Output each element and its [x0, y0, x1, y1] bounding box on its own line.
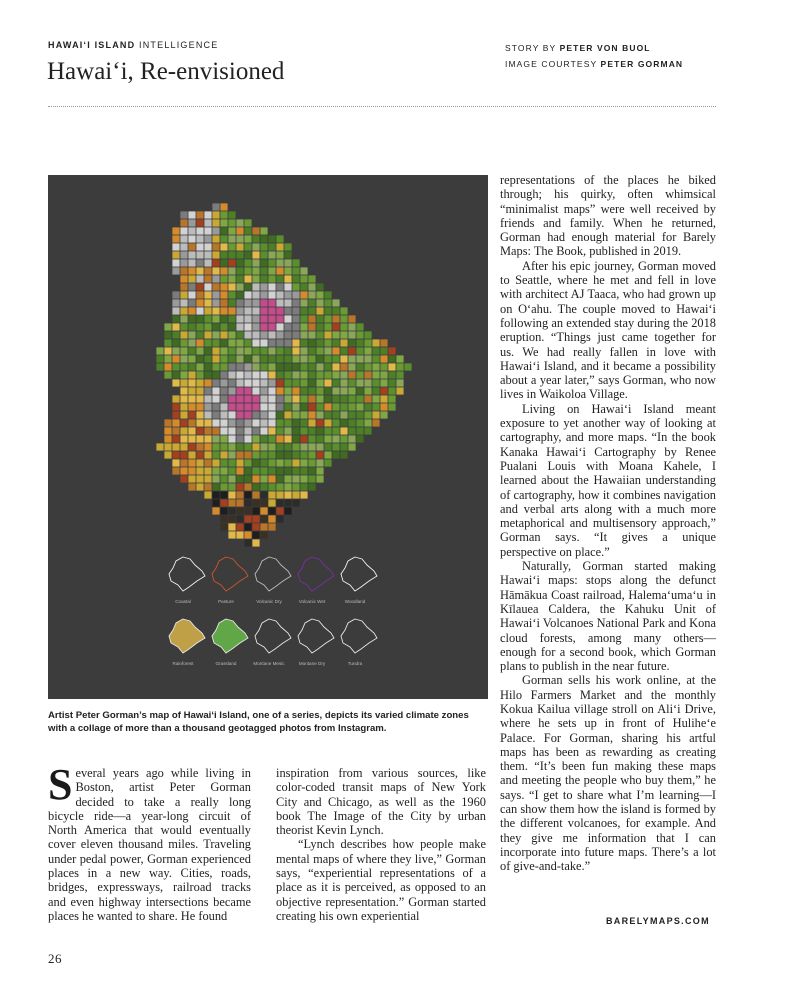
page-title: Hawai‘i, Re-envisioned — [47, 58, 285, 85]
climate-legend — [169, 557, 377, 666]
paragraph-3: “Lynch describes how people make mental maps of where they live,” Gorman says, “experiential representations of a place as it is perceived, as opposed to an objective representation.” Gorman started creating his own experiential — [276, 837, 486, 923]
section-kicker-bold: HAWAI‘I ISLAND — [48, 40, 136, 50]
article-column-1 — [48, 760, 251, 923]
island-map-figure — [48, 175, 488, 699]
paragraph-5: After his epic journey, Gorman moved to Seattle, where he met and fell in love with architect AJ Taaca, who had grown up on O‘ahu. The couple moved to Hawai‘i following an extended stay during the 2018 eruption. “Things just came together for us. We had really fallen in love with Hawai‘i Island, and it became a possibility about a year later,” says Gorman, who now lives in Waikoloa Village. — [500, 258, 716, 402]
article-column-3 — [500, 173, 716, 874]
legend-item — [212, 557, 248, 604]
legend-label: Rainforest — [172, 661, 194, 666]
legend-label: Coastal — [175, 599, 191, 604]
drop-cap: S — [48, 760, 73, 809]
legend-label: Montane Dry — [298, 661, 326, 666]
section-kicker — [48, 40, 218, 50]
paragraph-4: representations of the places he biked through; his quirky, often whimsical “minimalist maps” were well received by friends and family. When he returned, Gorman had enough material for Barely Maps: The Book, published in 2019. — [500, 173, 716, 259]
story-credit — [505, 40, 683, 56]
story-credit-author: PETER VON BUOL — [559, 43, 651, 53]
section-kicker-rest: INTELLIGENCE — [139, 40, 219, 50]
legend-item — [341, 557, 377, 604]
header-divider — [48, 106, 716, 107]
legend-item — [212, 619, 248, 666]
legend-label: Woodland — [344, 599, 366, 604]
legend-label: Montane Mesic — [253, 661, 285, 666]
paragraph-6: Living on Hawai‘i Island meant exposure to yet another way of looking at cartography, and more maps. “In the book Kanaka Hawai‘i Cartography by Renee Pualani Louis with Moana Kahele, I learned about the Hawaiian understanding of cartography, how it combines navigation and verbal arts along with a much more metaphorical and multisensory approach,” Gorman says. “It gives a unique perspective on place.” — [500, 401, 716, 559]
paragraph-2: inspiration from various sources, like color-coded transit maps of New York City and Chicago, as well as the 1960 book The Image of the City by urban theorist Kevin Lynch. — [276, 766, 486, 838]
legend-item — [298, 619, 334, 666]
image-credit — [505, 56, 683, 72]
island-map-artwork — [48, 175, 488, 699]
story-credit-label: STORY BY — [505, 43, 557, 53]
legend-label: Grassland — [215, 661, 237, 666]
article-column-2 — [276, 766, 486, 923]
legend-item — [341, 619, 377, 666]
image-credit-author: PETER GORMAN — [600, 59, 684, 69]
figure-caption: Artist Peter Gorman’s map of Hawai‘i Island, one of a series, depicts its varied climate zones with a collage of more than a thousand geotagged photos from Instagram. — [48, 710, 469, 734]
legend-label: Tundra — [347, 661, 363, 666]
page-number: 26 — [48, 951, 62, 966]
legend-label: Volcanic Wet — [298, 599, 326, 604]
legend-item — [298, 557, 334, 604]
legend-label: Volcanic Dry — [256, 599, 282, 604]
legend-item — [169, 619, 205, 666]
paragraph-8: Gorman sells his work online, at the Hilo Farmers Market and the monthly Kokua Kailua village stroll on Ali‘i Drive, where he sets up in front of Hulihe‘e Palace. For Gorman, sharing his artful maps has been as rewarding as creating them. “It’s been fun making these maps and meeting the people who buy them,” he says. “I get to share what I’m learning—I can show them how the island is formed by the different volcanoes, for example. And they give me information that I can incorporate into future maps. There’s a lot of give-and-take.” — [500, 673, 716, 874]
paragraph-1: everal years ago while living in Boston, artist Peter Gorman decided to take a really long bicycle ride—a year-long circuit of North America that would eventually cover eleven thousand miles. Traveling under pedal power, Gorman experienced places in a new way. Cities, roads, bridges, expressways, railroad tracks and even highway intersections became places he wanted to share. He found — [48, 766, 251, 923]
legend-label: Pasture — [218, 599, 234, 604]
legend-item — [255, 557, 291, 604]
paragraph-7: Naturally, Gorman started making Hawai‘i maps: stops along the defunct Hāmākua Coast railroad, Halema‘uma‘u in Kīlauea Caldera, the Kahuku Unit of Hawai‘i Volcanoes National Park and Kona cloud forests, among many others—enough for a second book, which Gorman plans to publish in the near future. — [500, 559, 716, 674]
image-credit-label: IMAGE COURTESY — [505, 59, 598, 69]
photo-mosaic-island — [156, 203, 411, 546]
website-link[interactable]: BARELYMAPS.COM — [606, 916, 710, 926]
credits — [505, 40, 683, 72]
legend-item — [169, 557, 205, 604]
legend-item — [253, 619, 291, 666]
